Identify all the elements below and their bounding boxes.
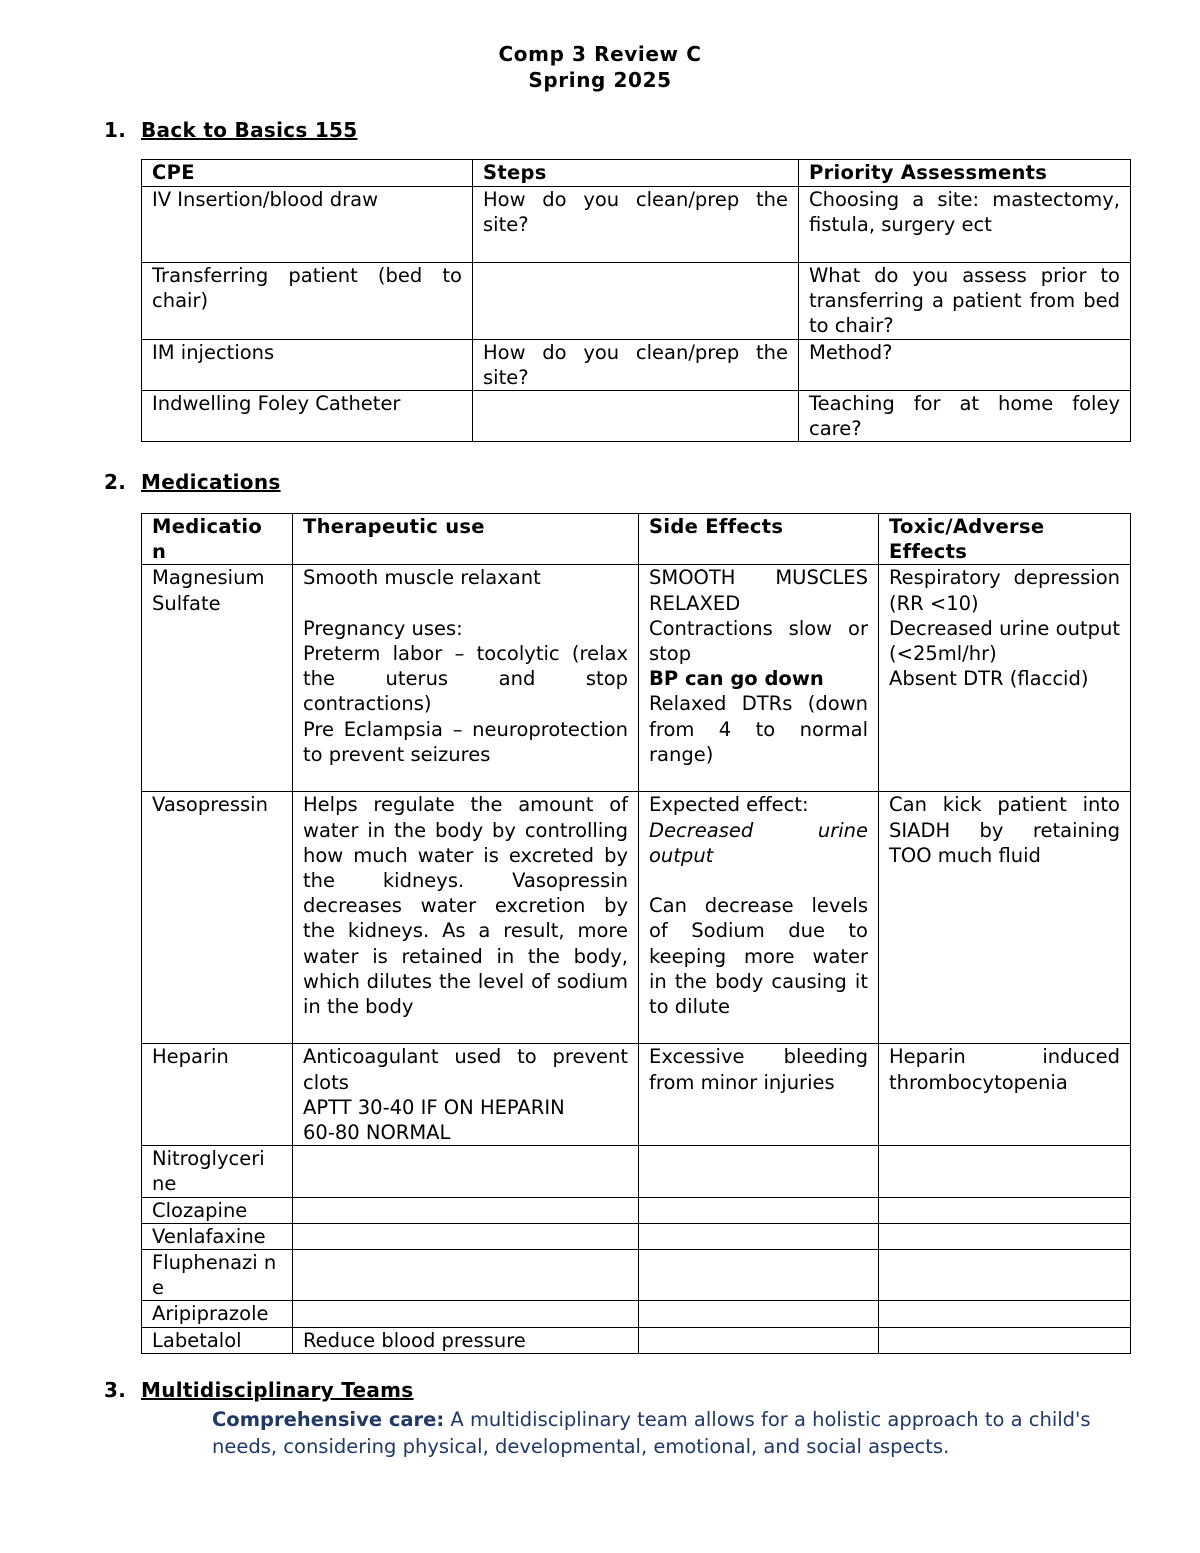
toxic-effects-cell bbox=[879, 1327, 1131, 1353]
column-header: Steps bbox=[473, 160, 799, 187]
section-heading-medications bbox=[104, 470, 281, 494]
table-cell: Choosing a site: mastectomy, fistula, surgery ect bbox=[799, 187, 1131, 263]
table-row-heparin bbox=[142, 1044, 1131, 1146]
medication-name: Venlafaxine bbox=[142, 1223, 293, 1249]
column-header: Toxic/Adverse Effects bbox=[879, 514, 1131, 565]
section-heading-multidisciplinary-teams bbox=[104, 1378, 414, 1402]
team-text: A multidisciplinary team allows for a holistic approach to a child's needs, considering physical, developmental, emotional, and social aspects. bbox=[212, 1408, 1091, 1458]
medication-name: Heparin bbox=[142, 1044, 293, 1146]
text-line: Smooth muscle relaxant bbox=[303, 566, 541, 590]
side-effects-cell bbox=[639, 1146, 879, 1197]
table-cell: How do you clean/prep the site? bbox=[473, 187, 799, 263]
therapeutic-use-cell bbox=[293, 1301, 639, 1327]
text-line: Pre Eclampsia – neuroprotection to prevent seizures bbox=[303, 717, 628, 766]
therapeutic-use-cell bbox=[293, 565, 639, 792]
table-cell bbox=[473, 263, 799, 340]
medication-name: Vasopressin bbox=[142, 792, 293, 1044]
medications-table bbox=[141, 513, 1131, 1354]
section-title: Multidisciplinary Teams bbox=[141, 1378, 414, 1402]
toxic-effects-cell bbox=[879, 1301, 1131, 1327]
therapeutic-use-cell bbox=[293, 1223, 639, 1249]
medication-name: Aripiprazole bbox=[142, 1301, 293, 1327]
text-line: Relaxed DTRs (down from 4 to normal range) bbox=[649, 692, 868, 766]
column-header: Therapeutic use bbox=[293, 514, 639, 565]
toxic-effects-cell bbox=[879, 1250, 1131, 1301]
table-cell bbox=[473, 391, 799, 442]
therapeutic-use-cell bbox=[293, 1146, 639, 1197]
side-effects-cell bbox=[639, 792, 879, 1044]
table-header-row bbox=[142, 160, 1131, 187]
table-row-vasopressin bbox=[142, 792, 1131, 1044]
section-title: Back to Basics 155 bbox=[141, 118, 358, 142]
table-row-fluphenazine bbox=[142, 1250, 1131, 1301]
table-row bbox=[142, 339, 1131, 390]
side-effects-cell: Excessive bleeding from minor injuries bbox=[639, 1044, 879, 1146]
side-effects-cell bbox=[639, 1250, 879, 1301]
table-cell: IV Insertion/blood draw bbox=[142, 187, 473, 263]
therapeutic-use-cell bbox=[293, 1197, 639, 1223]
side-effects-cell bbox=[639, 565, 879, 792]
section-number: 1. bbox=[104, 118, 127, 142]
side-effects-cell bbox=[639, 1197, 879, 1223]
table-cell: IM injections bbox=[142, 339, 473, 390]
spacer bbox=[649, 868, 868, 893]
spacer bbox=[303, 591, 628, 616]
text-line: APTT 30-40 IF ON HEPARIN bbox=[303, 1095, 565, 1119]
text-line: Anticoagulant used to prevent clots bbox=[303, 1045, 628, 1094]
table-row bbox=[142, 187, 1131, 263]
section-title: Medications bbox=[141, 470, 281, 494]
column-header: Medicatio n bbox=[142, 514, 293, 565]
table-cell: How do you clean/prep the site? bbox=[473, 339, 799, 390]
text-line: Absent DTR (flaccid) bbox=[889, 667, 1089, 691]
team-label: Comprehensive care: bbox=[212, 1408, 445, 1431]
text-line: Pregnancy uses: bbox=[303, 616, 463, 640]
medication-name: Nitroglyceri ne bbox=[142, 1146, 293, 1197]
table-row-aripiprazole bbox=[142, 1301, 1131, 1327]
text-line: Decreased urine output (<25ml/hr) bbox=[889, 616, 1120, 666]
team-paragraph bbox=[212, 1406, 1132, 1460]
section-number: 2. bbox=[104, 470, 127, 494]
medication-name: Clozapine bbox=[142, 1197, 293, 1223]
table-row-clozapine bbox=[142, 1197, 1131, 1223]
side-effects-cell bbox=[639, 1223, 879, 1249]
column-header: Side Effects bbox=[639, 514, 879, 565]
section-number: 3. bbox=[104, 1378, 127, 1402]
column-header: CPE bbox=[142, 160, 473, 187]
toxic-effects-cell: Can kick patient into SIADH by retaining TOO much fluid bbox=[879, 792, 1131, 1044]
table-cell: Method? bbox=[799, 339, 1131, 390]
table-cell: What do you assess prior to transferring a patient from bed to chair? bbox=[799, 263, 1131, 340]
section-heading-back-to-basics bbox=[104, 118, 358, 142]
table-row-nitroglycerine bbox=[142, 1146, 1131, 1197]
toxic-effects-cell bbox=[879, 565, 1131, 792]
toxic-effects-cell bbox=[879, 1146, 1131, 1197]
medication-name: Magnesium Sulfate bbox=[142, 565, 293, 792]
medication-name: Fluphenazi ne bbox=[142, 1250, 293, 1301]
therapeutic-use-cell bbox=[293, 1250, 639, 1301]
table-cell: Transferring patient (bed to chair) bbox=[142, 263, 473, 340]
document-subtitle: Spring 2025 bbox=[528, 68, 672, 92]
text-line: Preterm labor – tocolytic (relax the uterus and stop contractions) bbox=[303, 642, 628, 716]
text-line: 60-80 NORMAL bbox=[303, 1121, 451, 1145]
table-cell: Teaching for at home foley care? bbox=[799, 391, 1131, 442]
toxic-effects-cell: Heparin induced thrombocytopenia bbox=[879, 1044, 1131, 1146]
table-row-magnesium-sulfate bbox=[142, 565, 1131, 792]
text-line: Expected effect: bbox=[649, 793, 809, 817]
text-line: Contractions slow or stop bbox=[649, 616, 868, 666]
table-cell: Indwelling Foley Catheter bbox=[142, 391, 473, 442]
document-title: Comp 3 Review C bbox=[498, 42, 702, 66]
table-row bbox=[142, 391, 1131, 442]
column-header: Priority Assessments bbox=[799, 160, 1131, 187]
therapeutic-use-cell bbox=[293, 1044, 639, 1146]
side-effects-cell bbox=[639, 1301, 879, 1327]
text-line: BP can go down bbox=[649, 667, 824, 691]
side-effects-cell bbox=[639, 1327, 879, 1353]
medication-name: Labetalol bbox=[142, 1327, 293, 1353]
therapeutic-use-cell: Reduce blood pressure bbox=[293, 1327, 639, 1353]
table-row bbox=[142, 263, 1131, 340]
text-line: SMOOTH MUSCLES RELAXED bbox=[649, 566, 868, 615]
toxic-effects-cell bbox=[879, 1223, 1131, 1249]
table-row-labetalol bbox=[142, 1327, 1131, 1353]
cpe-table bbox=[141, 159, 1131, 442]
therapeutic-use-cell: Helps regulate the amount of water in the body by controlling how much water is excreted by the kidneys. Vasopressin decreases water excretion by the kidneys. As a result, more water is retained in the body, which dilutes the level of sodium in the body bbox=[293, 792, 639, 1044]
text-line: Can decrease levels of Sodium due to keeping more water in the body causing it to dilute bbox=[649, 894, 868, 1019]
text-line: Decreased urine output bbox=[649, 818, 868, 867]
toxic-effects-cell bbox=[879, 1197, 1131, 1223]
table-row-venlafaxine bbox=[142, 1223, 1131, 1249]
text-line: Respiratory depression (RR <10) bbox=[889, 566, 1120, 615]
table-header-row bbox=[142, 514, 1131, 565]
